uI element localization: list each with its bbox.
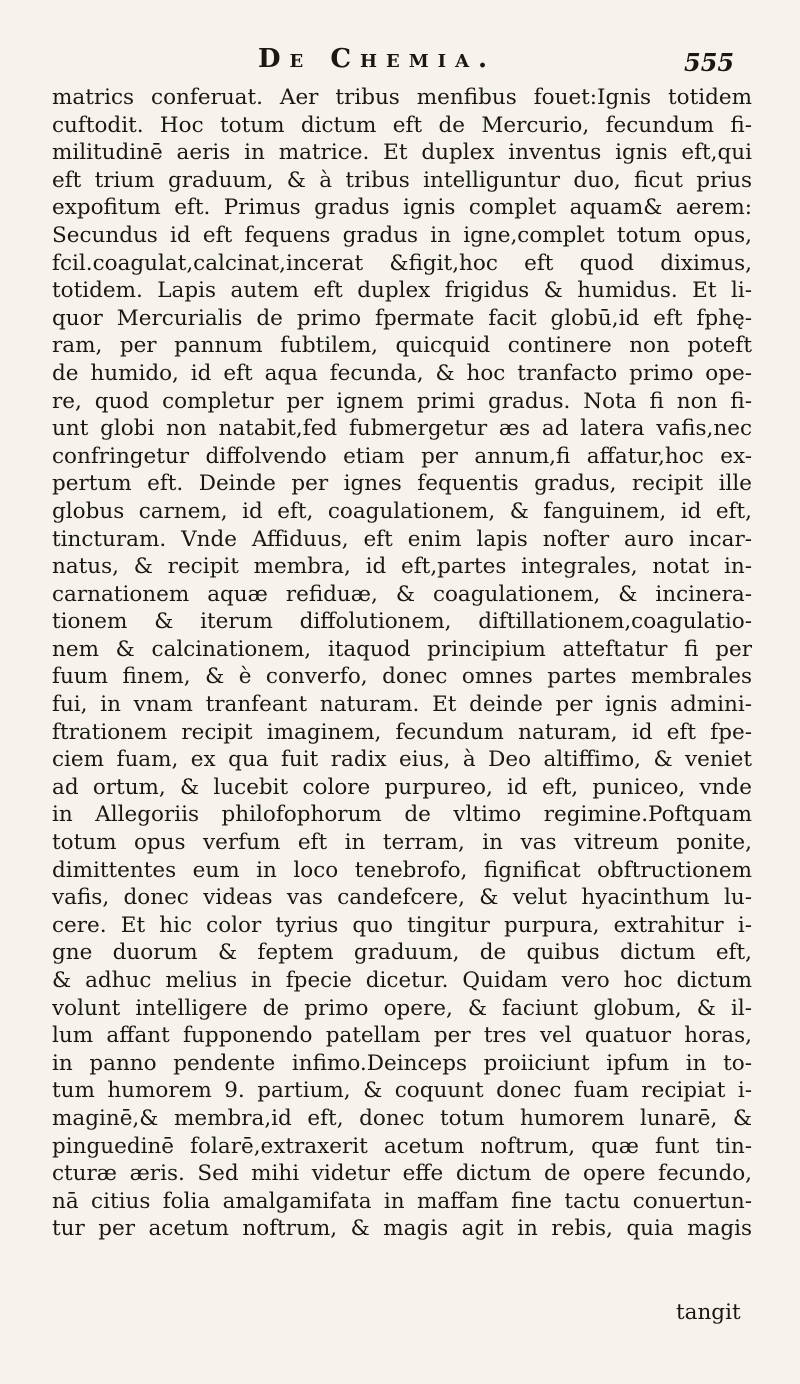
text-line: nem & calcinationem, itaquod principium atteftatur fi per [52, 636, 752, 662]
text-line: fuum finem, & è converfo, donec omnes partes membrales [52, 664, 752, 690]
text-line: de humido, id eft aqua fecunda, & hoc tranfacto primo ope- [52, 360, 752, 386]
text-line: tionem & iterum diffolutionem, diftillationem,coagulatio- [52, 609, 752, 635]
text-line: natus, & recipit membra, id eft,partes integrales, notat in- [52, 554, 752, 580]
running-head: De Chemia. [258, 44, 497, 74]
text-line: ram, per pannum fubtilem, quicquid continere non poteft [52, 333, 752, 359]
text-line: expofitum eft. Primus gradus ignis complet aquam& aerem: [52, 195, 752, 221]
text-line: in Allegoriis philofophorum de vltimo regimine.Poftquam [52, 802, 752, 828]
text-line: eft trium graduum, & à tribus intelliguntur duo, ficut prius [52, 167, 752, 193]
text-line: re, quod completur per ignem primi gradus. Nota fi non fi- [52, 388, 752, 414]
text-line: ciem fuam, ex qua fuit radix eius, à Deo altiffimo, & veniet [52, 747, 752, 773]
text-line: fcil.coagulat,calcinat,incerat &figit,hoc eft quod diximus, [52, 250, 752, 276]
text-line: in panno pendente infimo.Deinceps proiiciunt ipfum in to- [52, 1050, 752, 1076]
text-line: tum humorem 9. partium, & coquunt donec fuam recipiat i- [52, 1078, 752, 1104]
text-line: tincturam. Vnde Affiduus, eft enim lapis nofter auro incar- [52, 526, 752, 552]
text-line: carnationem aquæ refiduæ, & coagulationem, & incinera- [52, 581, 752, 607]
text-line: fui, in vnam tranfeant naturam. Et deinde per ignis admini- [52, 692, 752, 718]
text-line: pertum eft. Deinde per ignes fequentis gradus, recipit ille [52, 471, 752, 497]
text-line: dimittentes eum in loco tenebrofo, fignificat obftructionem [52, 857, 752, 883]
page-header [0, 44, 800, 84]
text-line: ad ortum, & lucebit colore purpureo, id eft, puniceo, vnde [52, 774, 752, 800]
text-line: cuftodit. Hoc totum dictum eft de Mercurio, fecundum fi- [52, 112, 752, 138]
body-text [52, 84, 752, 1243]
text-line: quor Mercurialis de primo fpermate facit globū,id eft fphę- [52, 305, 752, 331]
text-line: tur per acetum noftrum, & magis agit in rebis, quia magis [52, 1216, 752, 1242]
text-line: Secundus id eft fequens gradus in igne,complet totum opus, [52, 222, 752, 248]
text-line: maginē,& membra,id eft, donec totum humorem lunarē, & [52, 1105, 752, 1131]
text-line: ftrationem recipit imaginem, fecundum naturam, id eft fpe- [52, 719, 752, 745]
text-line: pinguedinē folarē,extraxerit acetum noftrum, quæ funt tin- [52, 1133, 752, 1159]
text-line: volunt intelligere de primo opere, & faciunt globum, & il- [52, 995, 752, 1021]
text-line: globus carnem, id eft, coagulationem, & fanguinem, id eft, [52, 498, 752, 524]
text-line: nā citius folia amalgamifata in maffam fine tactu conuertun- [52, 1188, 752, 1214]
text-line: militudinē aeris in matrice. Et duplex inventus ignis eft,qui [52, 140, 752, 166]
text-line: matrics conferuat. Aer tribus menfibus fouet:Ignis totidem [52, 85, 752, 110]
text-line: lum affant fupponendo patellam per tres vel quatuor horas, [52, 1023, 752, 1049]
text-line: totum opus verfum eft in terram, in vas vitreum ponite, [52, 830, 752, 856]
text-line: totidem. Lapis autem eft duplex frigidus & humidus. Et li- [52, 278, 752, 304]
text-line: unt globi non natabit,fed fubmergetur æs ad latera vafis,nec [52, 416, 752, 442]
text-line: cere. Et hic color tyrius quo tingitur purpura, extrahitur i- [52, 912, 752, 938]
text-line: gne duorum & feptem graduum, de quibus dictum eft, [52, 940, 752, 966]
catchword: tangit [676, 1300, 741, 1325]
text-line: confringetur diffolvendo etiam per annum,fi affatur,hoc ex- [52, 443, 752, 469]
text-line: & adhuc melius in fpecie dicetur. Quidam vero hoc dictum [52, 968, 752, 993]
text-line: cturæ æris. Sed mihi videtur effe dictum de opere fecundo, [52, 1161, 752, 1187]
text-line: vafis, donec videas vas candefcere, & velut hyacinthum lu- [52, 885, 752, 911]
page-number: 555 [684, 48, 735, 77]
